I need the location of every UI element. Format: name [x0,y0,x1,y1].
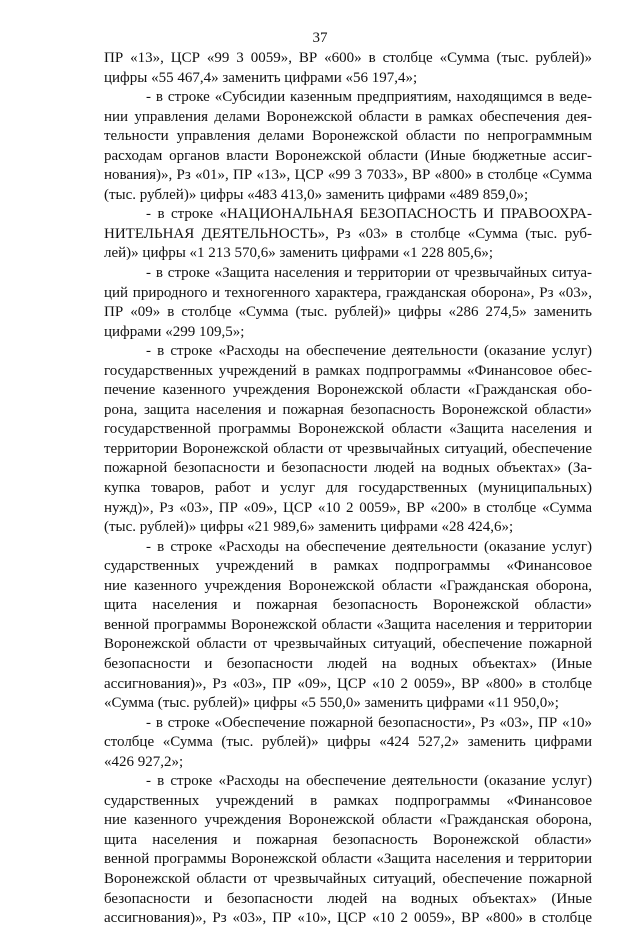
text-line: лей)» цифры «1 213 570,6» заменить цифрами «1 228 805,6»; [104,245,494,262]
text-line: безопасности и безопасности людей на водных объектах» (Иные [104,890,592,907]
paragraph-first-line: - в строке «НАЦИОНАЛЬНАЯ БЕЗОПАСНОСТЬ И ПРАВООХРА- [146,206,592,223]
text-line: Воронежской области от чрезвычайных ситуаций, обеспечение пожарной [104,636,592,653]
text-line: ций природного и техногенного характера, гражданская оборона», Рз «03», [104,284,592,301]
text-line: ние казенного учреждения Воронежской области «Гражданская оборона, [104,812,592,829]
text-line: безопасности и безопасности людей на водных объектах» (Иные [104,655,592,672]
text-line: государственных учреждений в рамках подпрограммы «Финансовое обес- [104,362,592,379]
text-line: Воронежской области от чрезвычайных ситуаций, обеспечение пожарной [104,870,592,887]
text-line: венной программы Воронежской области «Защита населения и территории [104,616,592,633]
text-line: венной программы Воронежской области «Защита населения и территории [104,851,592,868]
paragraph-first-line: - в строке «Обеспечение пожарной безопасности», Рз «03», ПР «10» [146,714,592,731]
text-line: ассигнования)», Рз «03», ПР «09», ЦСР «10 2 0059», ВР «800» в столбце [104,675,592,692]
text-line: нования)», Рз «01», ПР «13», ЦСР «99 3 7033», ВР «800» в столбце «Сумма [104,167,592,184]
text-line: сударственных учреждений в рамках подпрограммы «Финансовое [104,558,592,575]
text-line: территории Воронежской области от чрезвычайных ситуаций, обеспечение [104,440,592,457]
text-line: НИТЕЛЬНАЯ ДЕЯТЕЛЬНОСТЬ», Рз «03» в столбце «Сумма (тыс. руб- [104,225,592,242]
text-line: щита населения и пожарная безопасность Воронежской области» [104,831,592,848]
text-line: (тыс. рублей)» цифры «483 413,0» заменить цифрами «489 859,0»; [104,186,529,203]
text-line: ние казенного учреждения Воронежской области «Гражданская оборона, [104,577,592,594]
text-line: цифрами «299 109,5»; [104,323,245,340]
text-line: (тыс. рублей)» цифры «21 989,6» заменить цифрами «28 424,6»; [104,519,514,536]
text-line: щита населения и пожарная безопасность Воронежской области» [104,597,592,614]
text-line: печение казенного учреждения Воронежской области «Гражданская обо- [104,382,592,399]
text-line: тельности управления делами Воронежской области по непрограммным [104,128,592,145]
text-line: сударственных учреждений в рамках подпрограммы «Финансовое [104,792,592,809]
text-line: ПР «13», ЦСР «99 3 0059», ВР «600» в столбце «Сумма (тыс. рублей)» [104,50,592,66]
text-line: расходам органов власти Воронежской области (Иные бюджетные ассиг- [104,147,592,164]
text-line: ПР «09» в столбце «Сумма (тыс. рублей)» цифры «286 274,5» заменить [104,304,592,321]
paragraph-first-line: - в строке «Расходы на обеспечение деятельности (оказание услуг) [146,773,592,790]
paragraph-first-line: - в строке «Расходы на обеспечение деятельности (оказание услуг) [146,538,592,555]
text-line: «Сумма (тыс. рублей)» цифры «5 550,0» заменить цифрами «11 950,0»; [104,695,559,712]
text-line: цифры «55 467,4» заменить цифрами «56 197,4»; [104,69,418,86]
text-line: государственной программы Воронежской области «Защита населения и [104,421,592,438]
text-line: «426 927,2»; [104,753,184,770]
text-line: купка товаров, работ и услуг для государственных (муниципальных) [104,480,592,497]
text-line: столбце «Сумма (тыс. рублей)» цифры «424 527,2» заменить цифрами [104,734,592,751]
paragraph-first-line: - в строке «Защита населения и территории от чрезвычайных ситуа- [146,265,592,282]
page-number: 37 [312,30,328,46]
text-line: пожарной безопасности и безопасности людей на водных объектах» (За- [104,460,592,477]
text-line: нии управления делами Воронежской области в рамках обеспечения дея- [104,108,592,125]
paragraph-first-line: - в строке «Субсидии казенным предприятиям, находящимся в веде- [146,89,592,106]
text-line: ассигнования)», Рз «03», ПР «10», ЦСР «10 2 0059», ВР «800» в столбце [104,910,592,927]
text-line: рона, защита населения и пожарная безопасность Воронежской области» [104,401,592,418]
text-line: нужд)», Рз «03», ПР «09», ЦСР «10 2 0059», ВР «200» в столбце «Сумма [104,499,592,516]
document-body [104,49,592,929]
paragraph-first-line: - в строке «Расходы на обеспечение деятельности (оказание услуг) [146,343,592,360]
